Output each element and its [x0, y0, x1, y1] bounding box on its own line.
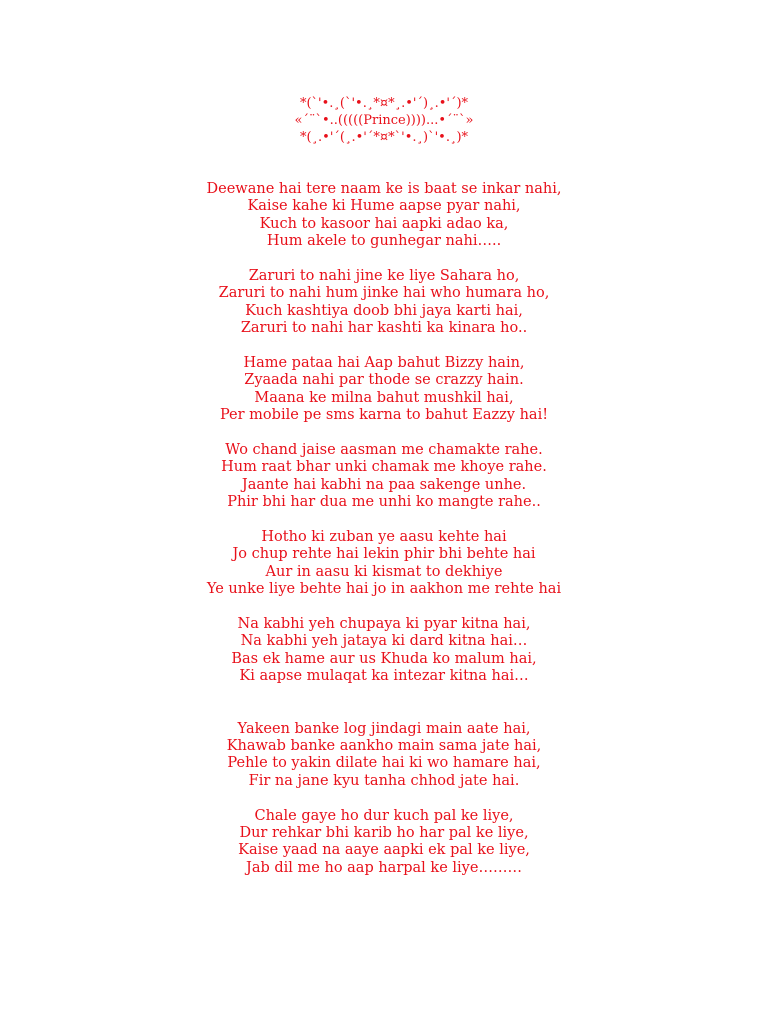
poem-line: Zaruri to nahi hum jinke hai who humara ho,	[218, 285, 550, 302]
poem-line: Dur rehkar bhi karib ho har pal ke liye,	[239, 824, 529, 841]
poem-line: Na kabhi yeh jataya ki dard kitna hai…	[240, 633, 528, 650]
header-line: *(¸.•'´(¸.•'´*¤*`'•.¸)`'•.¸)*	[299, 130, 469, 145]
poem-line: Zaruri to nahi jine ke liye Sahara ho,	[248, 268, 520, 285]
poem-line: Hum akele to gunhegar nahi…..	[266, 233, 502, 250]
stanza	[0, 268, 768, 338]
poem-line: Kaise yaad na aaye aapki ek pal ke liye,	[238, 842, 530, 859]
poem-line: Deewane hai tere naam ke is baat se inkar nahi,	[206, 181, 562, 197]
poem-line: Ye unke liye behte hai jo in aakhon me rehte hai	[206, 581, 562, 598]
poem-line: Wo chand jaise aasman me chamakte rahe.	[225, 442, 543, 459]
poem-line: Maana ke milna bahut mushkil hai,	[254, 389, 514, 406]
poem-line: Kaise kahe ki Hume aapse pyar nahi,	[247, 198, 521, 215]
poem-line: Hotho ki zuban ye aasu kehte hai	[261, 529, 507, 546]
stanza	[0, 721, 768, 791]
poem-line: Fir na jane kyu tanha chhod jate hai.	[248, 772, 520, 789]
poem-line: Phir bhi har dua me unhi ko mangte rahe..	[227, 494, 541, 511]
poem-line: Ki aapse mulaqat ka intezar kitna hai…	[239, 668, 529, 685]
poem-body	[0, 181, 768, 895]
poem-line: Hame pataa hai Aap bahut Bizzy hain,	[243, 355, 525, 372]
poem-line: Kuch kashtiya doob bhi jaya karti hai,	[245, 302, 523, 319]
poem-line: Chale gaye ho dur kuch pal ke liye,	[254, 807, 514, 824]
poem-line: Pehle to yakin dilate hai ki wo hamare hai,	[227, 755, 541, 772]
poem-line: Jaante hai kabhi na paa sakenge unhe.	[241, 476, 527, 493]
header-line: «´¨`•..(((((Prince))))...•´¨`»	[294, 113, 474, 128]
poem-line: Jab dil me ho aap harpal ke liye………	[246, 859, 522, 876]
poem-line: Hum raat bhar unki chamak me khoye rahe.	[221, 459, 547, 476]
decorative-header	[0, 95, 768, 146]
poem-line: Zaruri to nahi har kashti ka kinara ho..	[240, 320, 528, 337]
poem-line: Yakeen banke log jindagi main aate hai,	[237, 720, 531, 737]
poem-line: Per mobile pe sms karna to bahut Eazzy hai!	[219, 407, 549, 424]
poem-line: Aur in aasu ki kismat to dekhiye	[265, 563, 503, 580]
stanza	[0, 181, 768, 251]
poem-line: Kuch to kasoor hai aapki adao ka,	[259, 215, 509, 232]
stanza	[0, 616, 768, 686]
poem-line: Khawab banke aankho main sama jate hai,	[226, 737, 542, 754]
stanza	[0, 529, 768, 599]
stanza	[0, 808, 768, 878]
poem-line: Zyaada nahi par thode se crazzy hain.	[244, 372, 524, 389]
stanza	[0, 442, 768, 512]
poem-line: Na kabhi yeh chupaya ki pyar kitna hai,	[237, 616, 531, 633]
poem-line: Jo chup rehte hai lekin phir bhi behte hai	[232, 546, 536, 563]
header-line: *(`'•.¸(`'•.¸*¤*¸.•'´)¸.•'´)*	[299, 96, 469, 111]
stanza	[0, 355, 768, 425]
poem-line: Bas ek hame aur us Khuda ko malum hai,	[231, 650, 537, 667]
